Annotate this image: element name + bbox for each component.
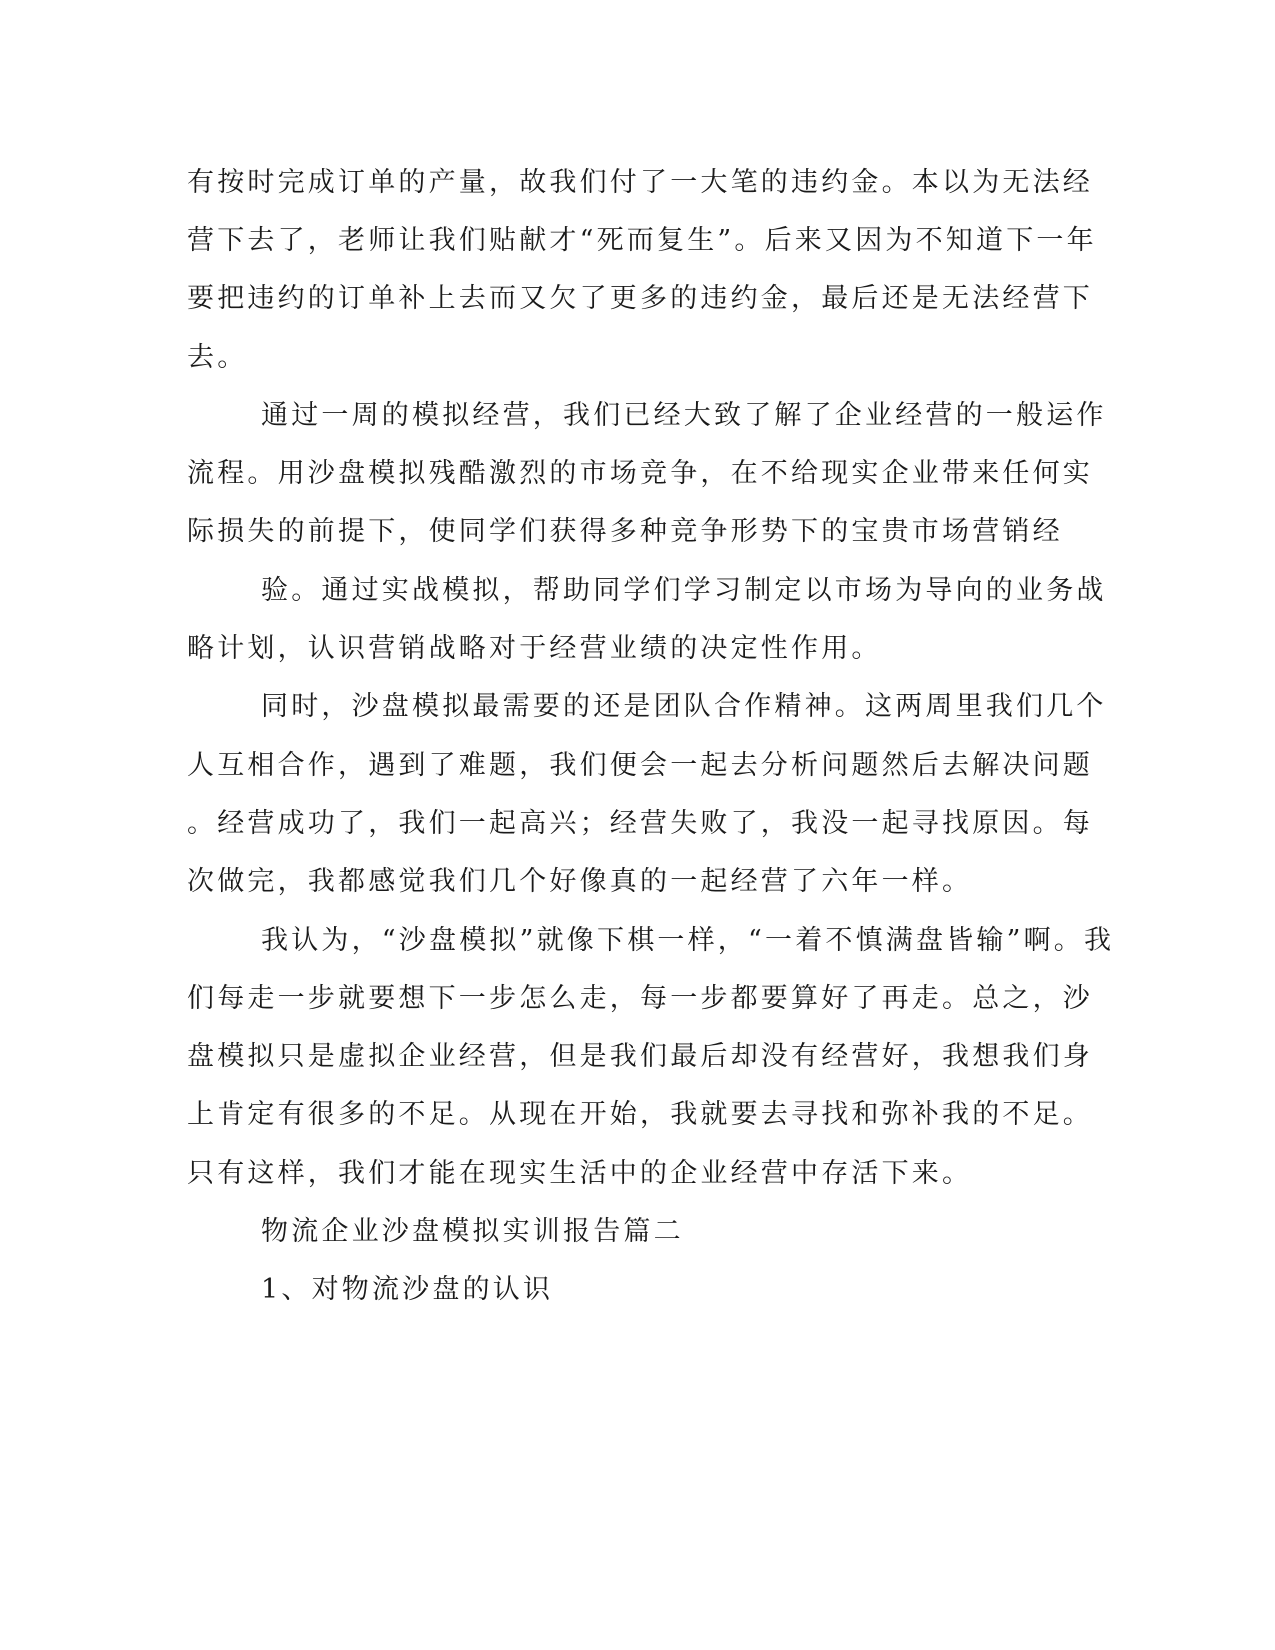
section-heading: 物流企业沙盘模拟实训报告篇二 <box>261 1216 684 1247</box>
text-line: 际损失的前提下，使同学们获得多种竞争形势下的宝贵市场营销经 <box>187 516 1063 547</box>
text-line: 次做完，我都感觉我们几个好像真的一起经营了六年一样。 <box>187 866 973 897</box>
text-line: 验。通过实战模拟，帮助同学们学习制定以市场为导向的业务战 <box>261 575 1107 606</box>
text-line: 上肯定有很多的不足。从现在开始，我就要去寻找和弥补我的不足。 <box>187 1099 1093 1130</box>
text-line: 营下去了，老师让我们贴献才“死而复生”。后来又因为不知道下一年 <box>187 225 1097 256</box>
text-line: 只有这样，我们才能在现实生活中的企业经营中存活下来。 <box>187 1158 973 1189</box>
text-line: 。经营成功了，我们一起高兴；经营失败了，我没一起寻找原因。每 <box>187 808 1093 839</box>
text-line: 略计划，认识营销战略对于经营业绩的决定性作用。 <box>187 633 882 664</box>
text-line: 同时，沙盘模拟最需要的还是团队合作精神。这两周里我们几个 <box>261 691 1107 722</box>
text-line: 们每走一步就要想下一步怎么走，每一步都要算好了再走。总之，沙 <box>187 983 1093 1014</box>
text-line: 盘模拟只是虚拟企业经营，但是我们最后却没有经营好，我想我们身 <box>187 1041 1093 1072</box>
text-line: 有按时完成订单的产量，故我们付了一大笔的违约金。本以为无法经 <box>187 167 1093 198</box>
text-line: 要把违约的订单补上去而又欠了更多的违约金，最后还是无法经营下 <box>187 283 1093 314</box>
text-line: 去。 <box>187 342 248 373</box>
text-line: 我认为，“沙盘模拟”就像下棋一样，“一着不慎满盘皆输”啊。我 <box>261 925 1115 956</box>
subsection-heading: 1、对物流沙盘的认识 <box>261 1274 554 1305</box>
text-line: 人互相合作，遇到了难题，我们便会一起去分析问题然后去解决问题 <box>187 750 1093 781</box>
text-line: 流程。用沙盘模拟残酷激烈的市场竞争，在不给现实企业带来任何实 <box>187 458 1093 489</box>
text-line: 通过一周的模拟经营，我们已经大致了解了企业经营的一般运作 <box>261 400 1107 431</box>
